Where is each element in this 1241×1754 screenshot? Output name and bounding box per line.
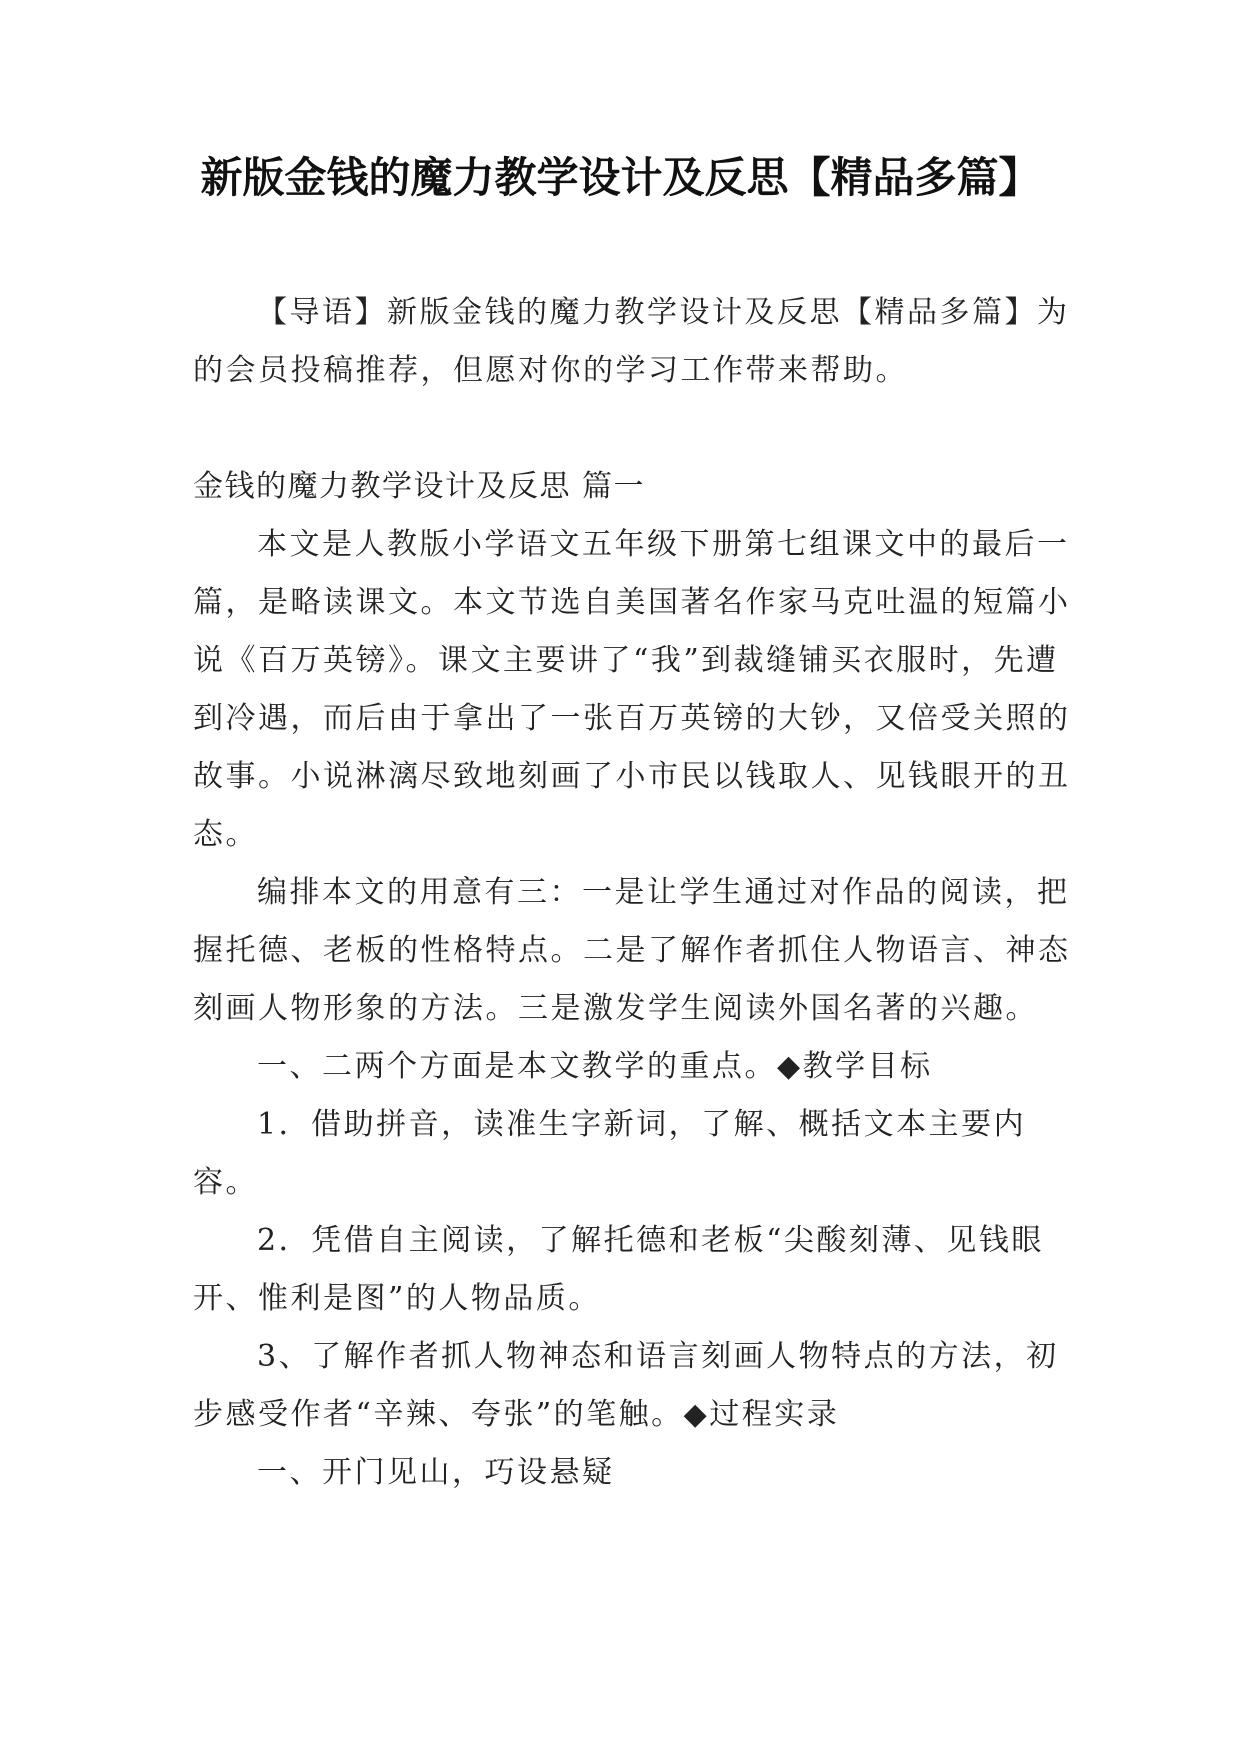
section-heading: 金钱的魔力教学设计及反思 篇一 bbox=[193, 469, 646, 504]
objective-item-2: 2．凭借自主阅读，了解托德和老板“尖酸刻薄、见钱眼开、惟利是图”的人物品质。 bbox=[193, 1223, 1044, 1316]
process-step-1: 一、开门见山，巧设悬疑 bbox=[257, 1455, 615, 1490]
paragraph-purpose: 编排本文的用意有三：一是让学生通过对作品的阅读，把握托德、老板的性格特点。二是了解作者抓住人物语言、神态刻画人物形象的方法。三是激发学生阅读外国名著的兴趣。 bbox=[193, 875, 1071, 1026]
document-title: 新版金钱的魔力教学设计及反思【精品多篇】 bbox=[200, 153, 1041, 202]
paragraph-summary: 本文是人教版小学语文五年级下册第七组课文中的最后一篇，是略读课文。本文节选自美国著名作家马克吐温的短篇小说《百万英镑》。课文主要讲了“我”到裁缝铺买衣服时，先遭到冷遇，而后由于拿出了一张百万英镑的大钞，又倍受关照的故事。小说淋漓尽致地刻画了小市民以钱取人、见钱眼开的丑态。 bbox=[193, 527, 1071, 852]
paragraph-focus: 一、二两个方面是本文教学的重点。◆教学目标 bbox=[257, 1049, 933, 1084]
intro-paragraph: 【导语】新版金钱的魔力教学设计及反思【精品多篇】为的会员投稿推荐，但愿对你的学习工作带来帮助。 bbox=[193, 295, 1070, 388]
intro-block bbox=[193, 284, 1083, 400]
objective-item-3: 3、了解作者抓人物神态和语言刻画人物特点的方法，初步感受作者“辛辣、夸张”的笔触。◆过程实录 bbox=[193, 1339, 1059, 1432]
content-block bbox=[193, 458, 1083, 1502]
objective-item-1: 1．借助拼音，读准生字新词，了解、概括文本主要内容。 bbox=[193, 1107, 1027, 1200]
